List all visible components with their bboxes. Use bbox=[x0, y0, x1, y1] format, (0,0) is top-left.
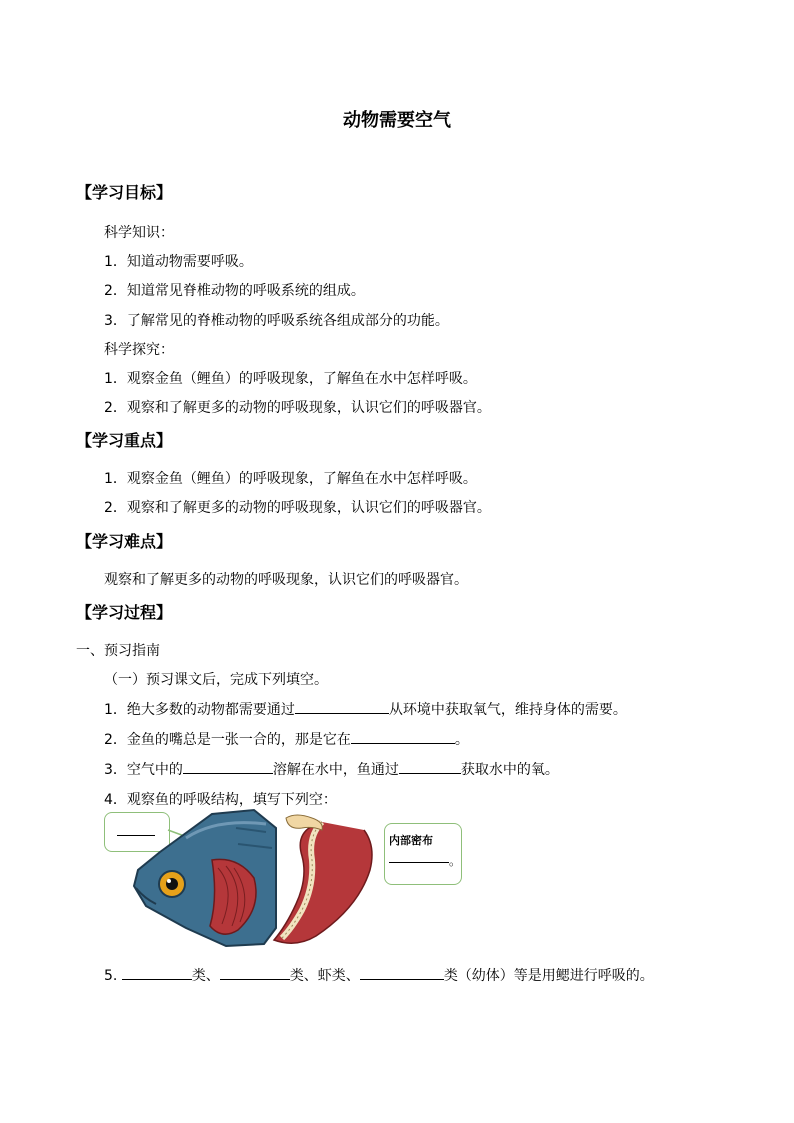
process-heading: 【学习过程】 bbox=[76, 603, 173, 622]
key-point-2: 2．观察和了解更多的动物的呼吸现象，认识它们的呼吸器官。 bbox=[104, 500, 491, 516]
q5-blank-1[interactable] bbox=[122, 965, 192, 980]
key-point-1: 1．观察金鱼（鲤鱼）的呼吸现象，了解鱼在水中怎样呼吸。 bbox=[104, 471, 477, 487]
knowledge-item-1: 1．知道动物需要呼吸。 bbox=[104, 254, 253, 270]
key-points-heading: 【学习重点】 bbox=[76, 431, 173, 450]
question-4: 4．观察鱼的呼吸结构，填写下列空： bbox=[104, 792, 337, 808]
q2-pre: 2．金鱼的嘴总是一张一合的，那是它在 bbox=[104, 732, 351, 748]
page-title: 动物需要空气 bbox=[343, 110, 451, 131]
q5-num: 5. bbox=[104, 968, 118, 984]
q2-blank[interactable] bbox=[351, 729, 455, 744]
q3-blank-2[interactable] bbox=[399, 759, 461, 774]
part1-title: 一、预习指南 bbox=[76, 643, 160, 659]
q5-a: 类、 bbox=[191, 968, 220, 984]
question-3 bbox=[104, 759, 559, 779]
q3-mid: 溶解在水中，鱼通过 bbox=[272, 762, 399, 778]
q5-b: 类、虾类、 bbox=[289, 968, 360, 984]
right-callout-box bbox=[384, 823, 462, 885]
q5-blank-3[interactable] bbox=[360, 965, 444, 980]
knowledge-item-3: 3．了解常见的脊椎动物的呼吸系统各组成部分的功能。 bbox=[104, 313, 449, 329]
inquiry-label: 科学探究： bbox=[104, 342, 174, 358]
fish-gill-illustration bbox=[126, 808, 386, 958]
question-2 bbox=[104, 729, 469, 749]
question-1 bbox=[104, 699, 627, 719]
q3-post: 获取水中的氧。 bbox=[460, 762, 559, 778]
right-callout-blank[interactable] bbox=[389, 862, 449, 863]
q5-blank-2[interactable] bbox=[220, 965, 290, 980]
knowledge-label: 科学知识： bbox=[104, 225, 174, 241]
goals-heading: 【学习目标】 bbox=[76, 183, 173, 202]
q1-pre: 1．绝大多数的动物都需要通过 bbox=[104, 702, 295, 718]
inquiry-item-2: 2．观察和了解更多的动物的呼吸现象，认识它们的呼吸器官。 bbox=[104, 400, 491, 416]
right-callout-end: 。 bbox=[449, 854, 462, 868]
right-callout-label: 内部密布 bbox=[389, 834, 433, 847]
sub1-title: （一）预习课文后，完成下列填空。 bbox=[104, 672, 328, 688]
q1-post: 从环境中获取氧气，维持身体的需要。 bbox=[388, 702, 627, 718]
q3-blank-1[interactable] bbox=[183, 759, 273, 774]
difficulties-text: 观察和了解更多的动物的呼吸现象，认识它们的呼吸器官。 bbox=[104, 572, 468, 588]
knowledge-item-2: 2．知道常见脊椎动物的呼吸系统的组成。 bbox=[104, 283, 365, 299]
q5-c: 类（幼体）等是用鳃进行呼吸的。 bbox=[443, 968, 654, 984]
question-5 bbox=[104, 965, 654, 985]
difficulties-heading: 【学习难点】 bbox=[76, 532, 173, 551]
q3-pre: 3．空气中的 bbox=[104, 762, 183, 778]
q2-post: 。 bbox=[454, 732, 469, 748]
inquiry-item-1: 1．观察金鱼（鲤鱼）的呼吸现象，了解鱼在水中怎样呼吸。 bbox=[104, 371, 477, 387]
gill-arch-icon bbox=[274, 822, 372, 943]
q1-blank[interactable] bbox=[295, 699, 389, 714]
